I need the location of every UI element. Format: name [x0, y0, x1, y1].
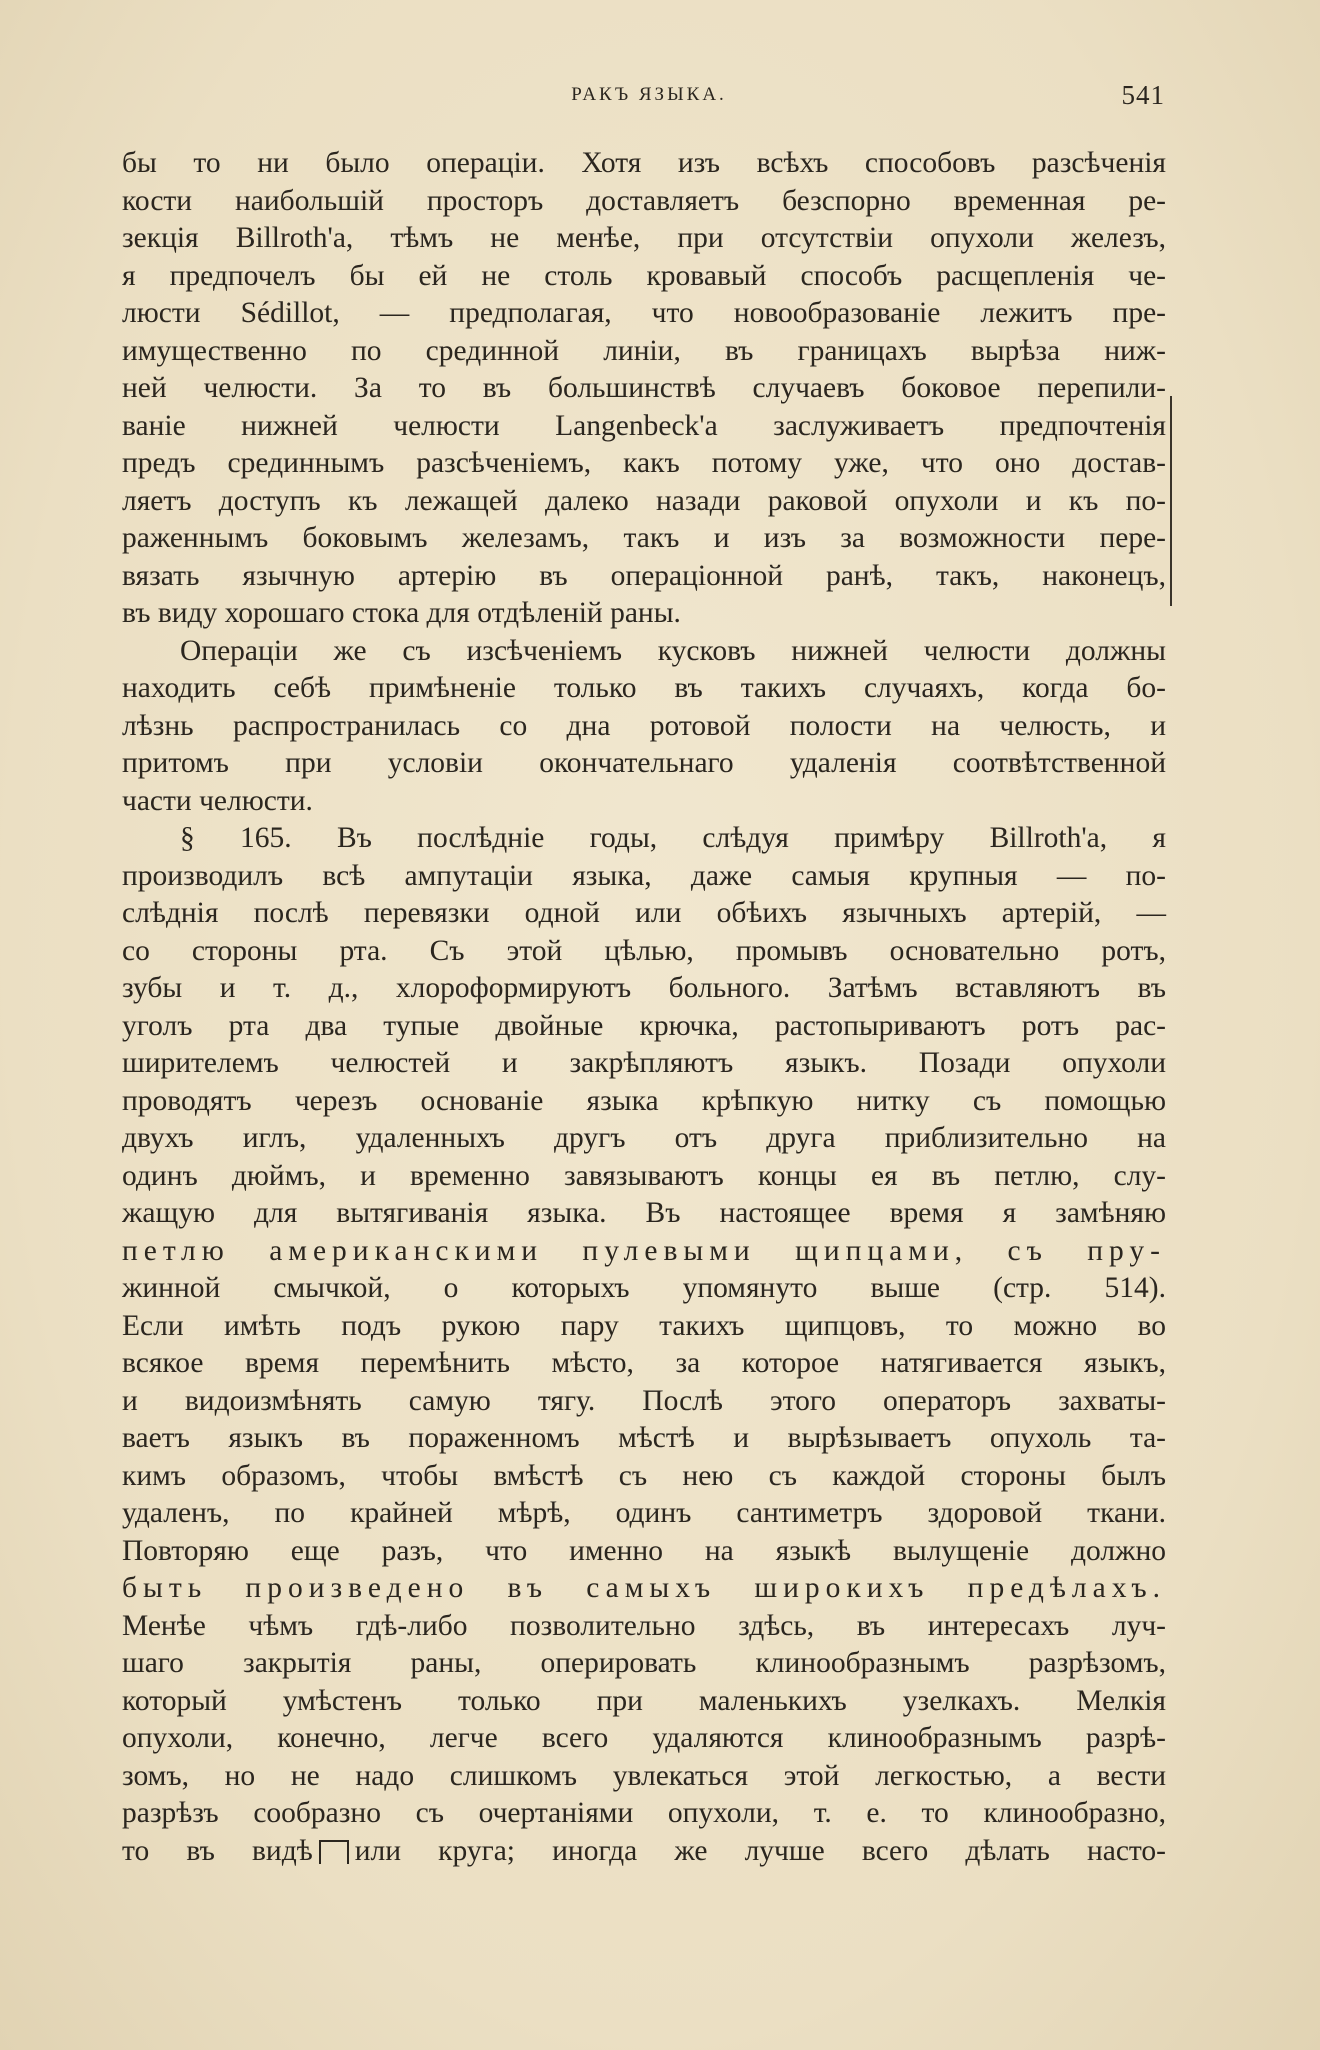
text-line: § 165. Въ послѣдніе годы, слѣдуя примѣру Billroth'а, я — [180, 822, 1166, 854]
text-line: находить себѣ примѣненіе только въ такихъ случаяхъ, когда бо- — [122, 672, 1166, 704]
text-line: Менѣе чѣмъ гдѣ-либо позволительно здѣсь, въ интересахъ луч- — [122, 1609, 1166, 1642]
text-line: части челюсти. — [122, 784, 313, 817]
text-line: кости наибольшій просторъ доставляетъ безспорно временная ре- — [122, 184, 1166, 217]
text-line: Если имѣть подъ рукою пару такихъ щипцовъ, то можно во — [122, 1309, 1166, 1342]
text-fragment: то въ видѣ — [122, 1834, 313, 1867]
text-line: лѣзнь распространилась со дна ротовой полости на челюсть, и — [122, 709, 1166, 742]
text-line: люсти Sédillot, — предполагая, что новообразованіе лежитъ пре- — [122, 297, 1166, 329]
body-text — [122, 145, 1166, 1870]
text-line: Повторяю еще разъ, что именно на языкѣ вылущеніе должно — [122, 1534, 1166, 1567]
text-line: жинной смычкой, о которыхъ упомянуто выше (стр. 514). — [122, 1272, 1166, 1304]
text-line: я предпочелъ бы ей не столь кровавый способъ расщепленія че- — [122, 259, 1166, 292]
text-line: проводятъ черезъ основаніе языка крѣпкую нитку съ помощью — [122, 1084, 1166, 1117]
text-line: производилъ всѣ ампутаціи языка, даже самыя крупныя — по- — [122, 859, 1166, 892]
text-line: притомъ при условіи окончательнаго удаленія соотвѣтственной — [122, 747, 1166, 779]
text-line: ваніе нижней челюсти Langenbeck'а заслуживаетъ предпочтенія — [122, 409, 1166, 442]
text-line: быть произведено въ самыхъ широкихъ предѣлахъ. — [122, 1572, 1166, 1604]
text-line: ширителемъ челюстей и закрѣпляютъ языкъ. Позади опухоли — [122, 1047, 1166, 1079]
text-line: удаленъ, по крайней мѣрѣ, одинъ сантиметръ здоровой ткани. — [122, 1497, 1166, 1529]
text-line: который умѣстенъ только при маленькихъ узелкахъ. Мелкія — [122, 1684, 1166, 1717]
text-line: зомъ, но не надо слишкомъ увлекаться этой легкостью, а вести — [122, 1759, 1166, 1792]
text-line: слѣднія послѣ перевязки одной или обѣихъ язычныхъ артерій, — — [122, 897, 1166, 929]
text-line: раженнымъ боковымъ железамъ, такъ и изъ за возможности пере- — [122, 522, 1166, 554]
text-line: опухоли, конечно, легче всего удаляются клинообразнымъ разрѣ- — [122, 1722, 1166, 1754]
page-header — [133, 80, 1165, 120]
text-line: жащую для вытягиванія языка. Въ настоящее время я замѣняю — [122, 1197, 1166, 1229]
text-line-with-symbol — [122, 1833, 1166, 1871]
text-line: зекція Billroth'а, тѣмъ не менѣе, при отсутствіи опухоли железъ, — [122, 222, 1166, 254]
text-line: вязать язычную артерію въ операціонной ранѣ, такъ, наконецъ, — [122, 559, 1166, 592]
text-line: ней челюсти. За то въ большинствѣ случаевъ боковое перепили- — [122, 372, 1166, 404]
text-line: въ виду хорошаго стока для отдѣленій раны. — [122, 597, 681, 629]
text-line: двухъ иглъ, удаленныхъ другъ отъ друга приблизительно на — [122, 1122, 1166, 1154]
text-line: петлю американскими пулевыми щипцами, съ пру- — [122, 1234, 1166, 1267]
text-line: бы то ни было операціи. Хотя изъ всѣхъ способовъ разсѣченія — [122, 147, 1166, 179]
text-line: одинъ дюймъ, и временно завязываютъ концы ея въ петлю, слу- — [122, 1159, 1166, 1192]
running-head: РАКЪ ЯЗЫКА. — [571, 84, 727, 105]
text-line: ляетъ доступъ къ лежащей далеко назади раковой опухоли и къ по- — [122, 484, 1166, 517]
text-line: всякое время перемѣнить мѣсто, за которое натягивается языкъ, — [122, 1347, 1166, 1379]
text-line: Операціи же съ изсѣченіемъ кусковъ нижней челюсти должны — [180, 634, 1166, 667]
text-line: уголъ рта два тупые двойные крючка, растопыриваютъ ротъ рас- — [122, 1009, 1166, 1042]
text-line: со стороны рта. Съ этой цѣлью, промывъ основательно ротъ, — [122, 934, 1166, 967]
text-line: и видоизмѣнять самую тягу. Послѣ этого операторъ захваты- — [122, 1384, 1166, 1417]
text-line: разрѣзъ сообразно съ очертаніями опухоли, т. е. то клинообразно, — [122, 1797, 1166, 1829]
text-line: кимъ образомъ, чтобы вмѣстѣ съ нею съ каждой стороны былъ — [122, 1459, 1166, 1492]
page-number: 541 — [1121, 80, 1165, 110]
text-line: шаго закрытія раны, оперировать клинообразнымъ разрѣзомъ, — [122, 1647, 1166, 1679]
text-line: зубы и т. д., хлороформируютъ больного. Затѣмъ вставляютъ въ — [122, 972, 1166, 1004]
text-line: имущественно по срединной линіи, въ границахъ вырѣза ниж- — [122, 334, 1166, 367]
text-fragment: или круга; иногда же лучше всего дѣлать насто- — [354, 1834, 1166, 1867]
margin-line-mark — [1170, 396, 1172, 606]
text-line: ваетъ языкъ въ пораженномъ мѣстѣ и вырѣзываетъ опухоль та- — [122, 1422, 1166, 1454]
bracket-shape-icon — [319, 1840, 349, 1864]
text-line: предъ срединнымъ разсѣченіемъ, какъ потому уже, что оно достав- — [122, 447, 1166, 479]
